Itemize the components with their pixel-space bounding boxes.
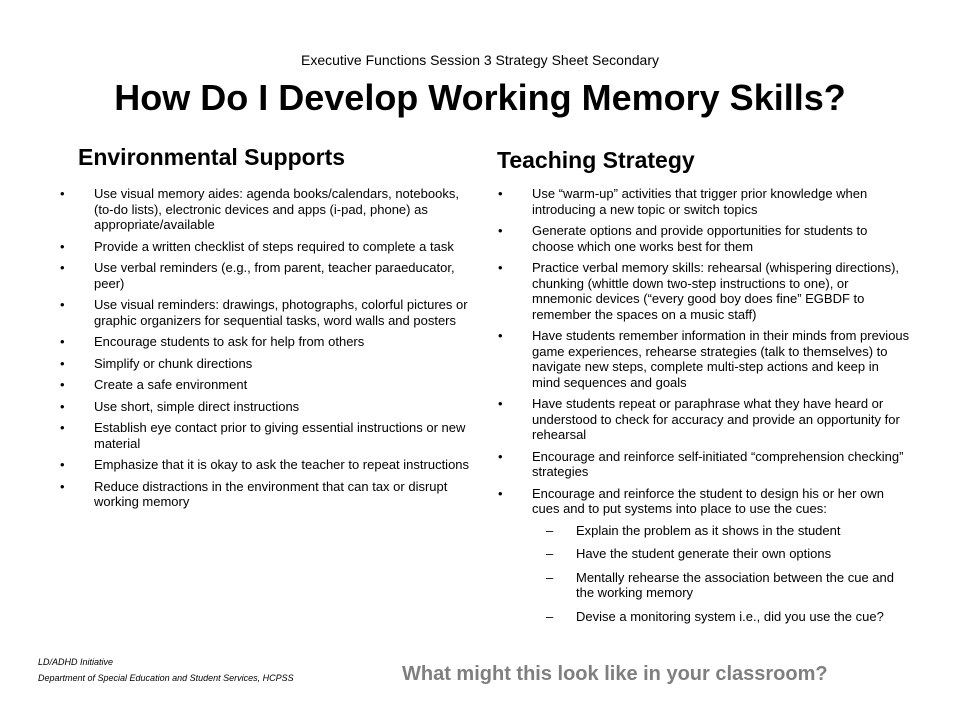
list-item-text: Have students repeat or paraphrase what they have heard or understood to check for accuracy and provide an opportunity for rehearsal bbox=[532, 396, 900, 442]
bullet-icon: • bbox=[498, 448, 503, 464]
list-item-text: Establish eye contact prior to giving essential instructions or new material bbox=[94, 420, 466, 451]
list-item bbox=[498, 486, 910, 625]
list-item bbox=[60, 457, 480, 473]
bullet-icon: • bbox=[498, 186, 503, 201]
list-item bbox=[60, 186, 480, 233]
bullet-icon: • bbox=[60, 420, 65, 435]
list-item-text: Use short, simple direct instructions bbox=[94, 398, 300, 414]
bullet-icon: • bbox=[60, 355, 65, 371]
list-item bbox=[498, 260, 910, 322]
footer-initiative: LD/ADHD Initiative bbox=[38, 657, 114, 667]
dash-icon: – bbox=[546, 608, 554, 624]
list-item-text: Encourage and reinforce the student to design his or her own cues and to put systems into place to use the cues: bbox=[532, 485, 884, 516]
teaching-strategy-heading: Teaching Strategy bbox=[497, 147, 695, 173]
list-item bbox=[60, 334, 480, 350]
list-item-text: Use visual reminders: drawings, photographs, colorful pictures or graphic organizers for sequential tasks, word walls and posters bbox=[94, 297, 468, 328]
list-item-text: Practice verbal memory skills: rehearsal (whispering directions), chunking (whittle down two-step instructions to one), or mnemonic devices (“every good boy does fine” EGBDF to remember the spaces on a music staff) bbox=[532, 260, 900, 322]
list-item bbox=[60, 377, 480, 393]
sub-list-item bbox=[532, 546, 910, 562]
bullet-icon: • bbox=[60, 260, 65, 275]
bullet-icon: • bbox=[498, 485, 503, 501]
sub-list-item bbox=[532, 570, 910, 601]
sub-list-item-text: Explain the problem as it shows in the student bbox=[576, 522, 841, 538]
teaching-strategy-list bbox=[498, 186, 910, 632]
dash-icon: – bbox=[546, 569, 554, 585]
list-item bbox=[498, 396, 910, 443]
list-item-text: Generate options and provide opportunities for students to choose which one works best for them bbox=[532, 223, 868, 254]
bullet-icon: • bbox=[60, 478, 65, 494]
list-item bbox=[498, 186, 910, 217]
list-item bbox=[60, 260, 480, 291]
bullet-icon: • bbox=[498, 223, 503, 238]
footer-credits bbox=[38, 654, 294, 686]
list-item-text: Provide a written checklist of steps required to complete a task bbox=[94, 238, 454, 254]
environmental-supports-heading: Environmental Supports bbox=[78, 144, 346, 170]
page-subtitle: Executive Functions Session 3 Strategy Sheet Secondary bbox=[301, 52, 659, 68]
sub-list-item-text: Devise a monitoring system i.e., did you use the cue? bbox=[576, 608, 884, 624]
list-item-text: Use verbal reminders (e.g., from parent, teacher paraeducator, peer) bbox=[94, 260, 455, 291]
footer-department: Department of Special Education and Student Services, HCPSS bbox=[38, 673, 294, 683]
cue-steps-list bbox=[532, 523, 910, 625]
list-item bbox=[60, 479, 480, 510]
list-item-text: Create a safe environment bbox=[94, 377, 248, 392]
list-item bbox=[60, 239, 480, 255]
sub-list-item-text: Mentally rehearse the association between the cue and the working memory bbox=[576, 569, 894, 600]
list-item-text: Use “warm-up” activities that trigger prior knowledge when introducing a new topic or switch topics bbox=[532, 186, 868, 217]
page-title: How Do I Develop Working Memory Skills? bbox=[114, 77, 846, 118]
classroom-question: What might this look like in your classroom? bbox=[402, 663, 828, 685]
list-item-text: Simplify or chunk directions bbox=[94, 355, 253, 371]
list-item-text: Have students remember information in their minds from previous game experiences, rehearse strategies (talk to themselves) to navigate new steps, complete multi-step actions and keep in mind sequences and goals bbox=[532, 328, 910, 390]
sub-list-item bbox=[532, 523, 910, 539]
bullet-icon: • bbox=[498, 328, 503, 343]
list-item bbox=[498, 223, 910, 254]
list-item-text: Encourage and reinforce self-initiated “comprehension checking” strategies bbox=[532, 448, 904, 479]
list-item-text: Encourage students to ask for help from others bbox=[94, 334, 365, 349]
bullet-icon: • bbox=[60, 238, 65, 254]
list-item bbox=[60, 399, 480, 415]
sub-list-item bbox=[532, 609, 910, 625]
bullet-icon: • bbox=[498, 260, 503, 275]
list-item bbox=[60, 356, 480, 372]
bullet-icon: • bbox=[60, 186, 65, 201]
bullet-icon: • bbox=[60, 398, 65, 414]
environmental-supports-list bbox=[60, 186, 480, 516]
bullet-icon: • bbox=[60, 297, 65, 312]
bullet-icon: • bbox=[498, 396, 503, 411]
dash-icon: – bbox=[546, 522, 554, 538]
list-item bbox=[60, 420, 480, 451]
bullet-icon: • bbox=[60, 334, 65, 349]
list-item-text: Reduce distractions in the environment that can tax or disrupt working memory bbox=[94, 478, 448, 509]
dash-icon: – bbox=[546, 546, 554, 561]
sub-list-item-text: Have the student generate their own options bbox=[576, 546, 832, 561]
list-item-text: Emphasize that it is okay to ask the teacher to repeat instructions bbox=[94, 457, 470, 472]
list-item bbox=[498, 328, 910, 390]
list-item bbox=[60, 297, 480, 328]
list-item bbox=[498, 449, 910, 480]
bullet-icon: • bbox=[60, 377, 65, 392]
bullet-icon: • bbox=[60, 457, 65, 472]
list-item-text: Use visual memory aides: agenda books/calendars, notebooks, (to-do lists), electronic devices and apps (i-pad, phone) as appropriate/available bbox=[94, 186, 459, 232]
